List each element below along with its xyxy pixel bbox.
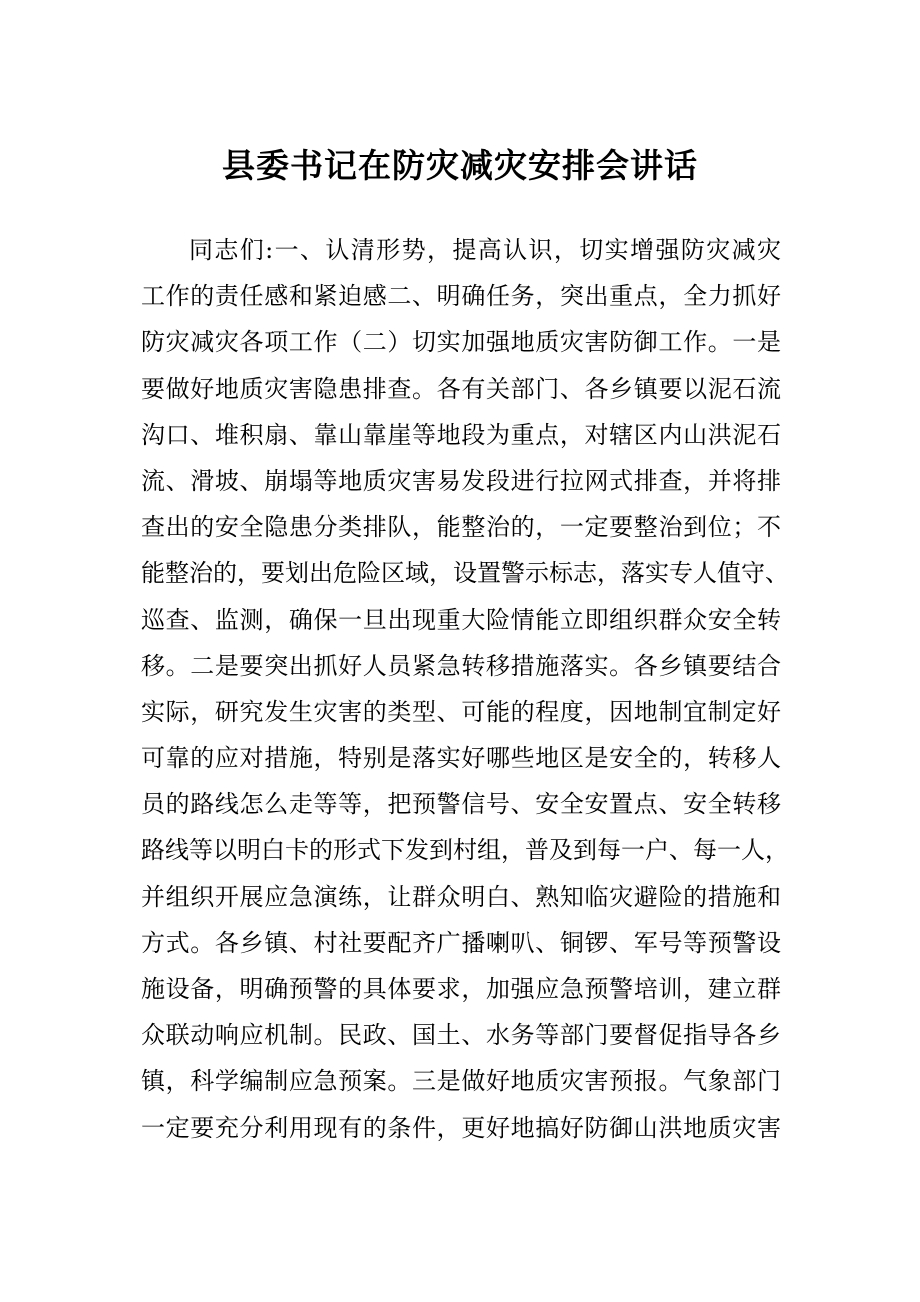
- body-line: 查出的安全隐患分类排队，能整治的，一定要整治到位；不: [141, 513, 781, 542]
- body-line: 工作的责任感和紧迫感二、明确任务，突出重点，全力抓好: [141, 282, 781, 311]
- body-line: 可靠的应对措施，特别是落实好哪些地区是安全的，转移人: [141, 744, 781, 773]
- document-body: [141, 227, 789, 1151]
- body-line: 同志们:一、认清形势，提高认识，切实增强防灾减灾: [189, 236, 781, 264]
- body-line: 流、滑坡、崩塌等地质灾害易发段进行拉网式排查，并将排: [141, 466, 781, 495]
- body-line: 防灾减灾各项工作（二）切实加强地质灾害防御工作。一是: [141, 328, 781, 357]
- body-line: 镇，科学编制应急预案。三是做好地质灾害预报。气象部门: [141, 1067, 781, 1096]
- document-title: 县委书记在防灾减灾安排会讲话: [222, 146, 698, 185]
- body-line: 并组织开展应急演练，让群众明白、熟知临灾避险的措施和: [141, 882, 781, 911]
- body-line: 施设备，明确预警的具体要求，加强应急预警培训，建立群: [141, 975, 781, 1003]
- body-line: 移。二是要突出抓好人员紧急转移措施落实。各乡镇要结合: [141, 651, 781, 680]
- body-line: 巡查、监测，确保一旦出现重大险情能立即组织群众安全转: [141, 605, 781, 634]
- body-line: 沟口、堆积扇、靠山靠崖等地段为重点，对辖区内山洪泥石: [141, 420, 781, 449]
- body-line: 一定要充分利用现有的条件，更好地搞好防御山洪地质灾害: [141, 1113, 781, 1142]
- body-line: 员的路线怎么走等等，把预警信号、安全安置点、安全转移: [141, 790, 781, 819]
- body-line: 众联动响应机制。民政、国土、水务等部门要督促指导各乡: [141, 1021, 781, 1050]
- body-line: 路线等以明白卡的形式下发到村组，普及到每一户、每一人，: [141, 836, 789, 865]
- body-line: 要做好地质灾害隐患排查。各有关部门、各乡镇要以泥石流: [141, 374, 781, 403]
- body-line: 能整治的，要划出危险区域，设置警示标志，落实专人值守、: [141, 559, 789, 588]
- body-line: 方式。各乡镇、村社要配齐广播喇叭、铜锣、军号等预警设: [141, 928, 781, 957]
- body-line: 实际，研究发生灾害的类型、可能的程度，因地制宜制定好: [141, 697, 781, 726]
